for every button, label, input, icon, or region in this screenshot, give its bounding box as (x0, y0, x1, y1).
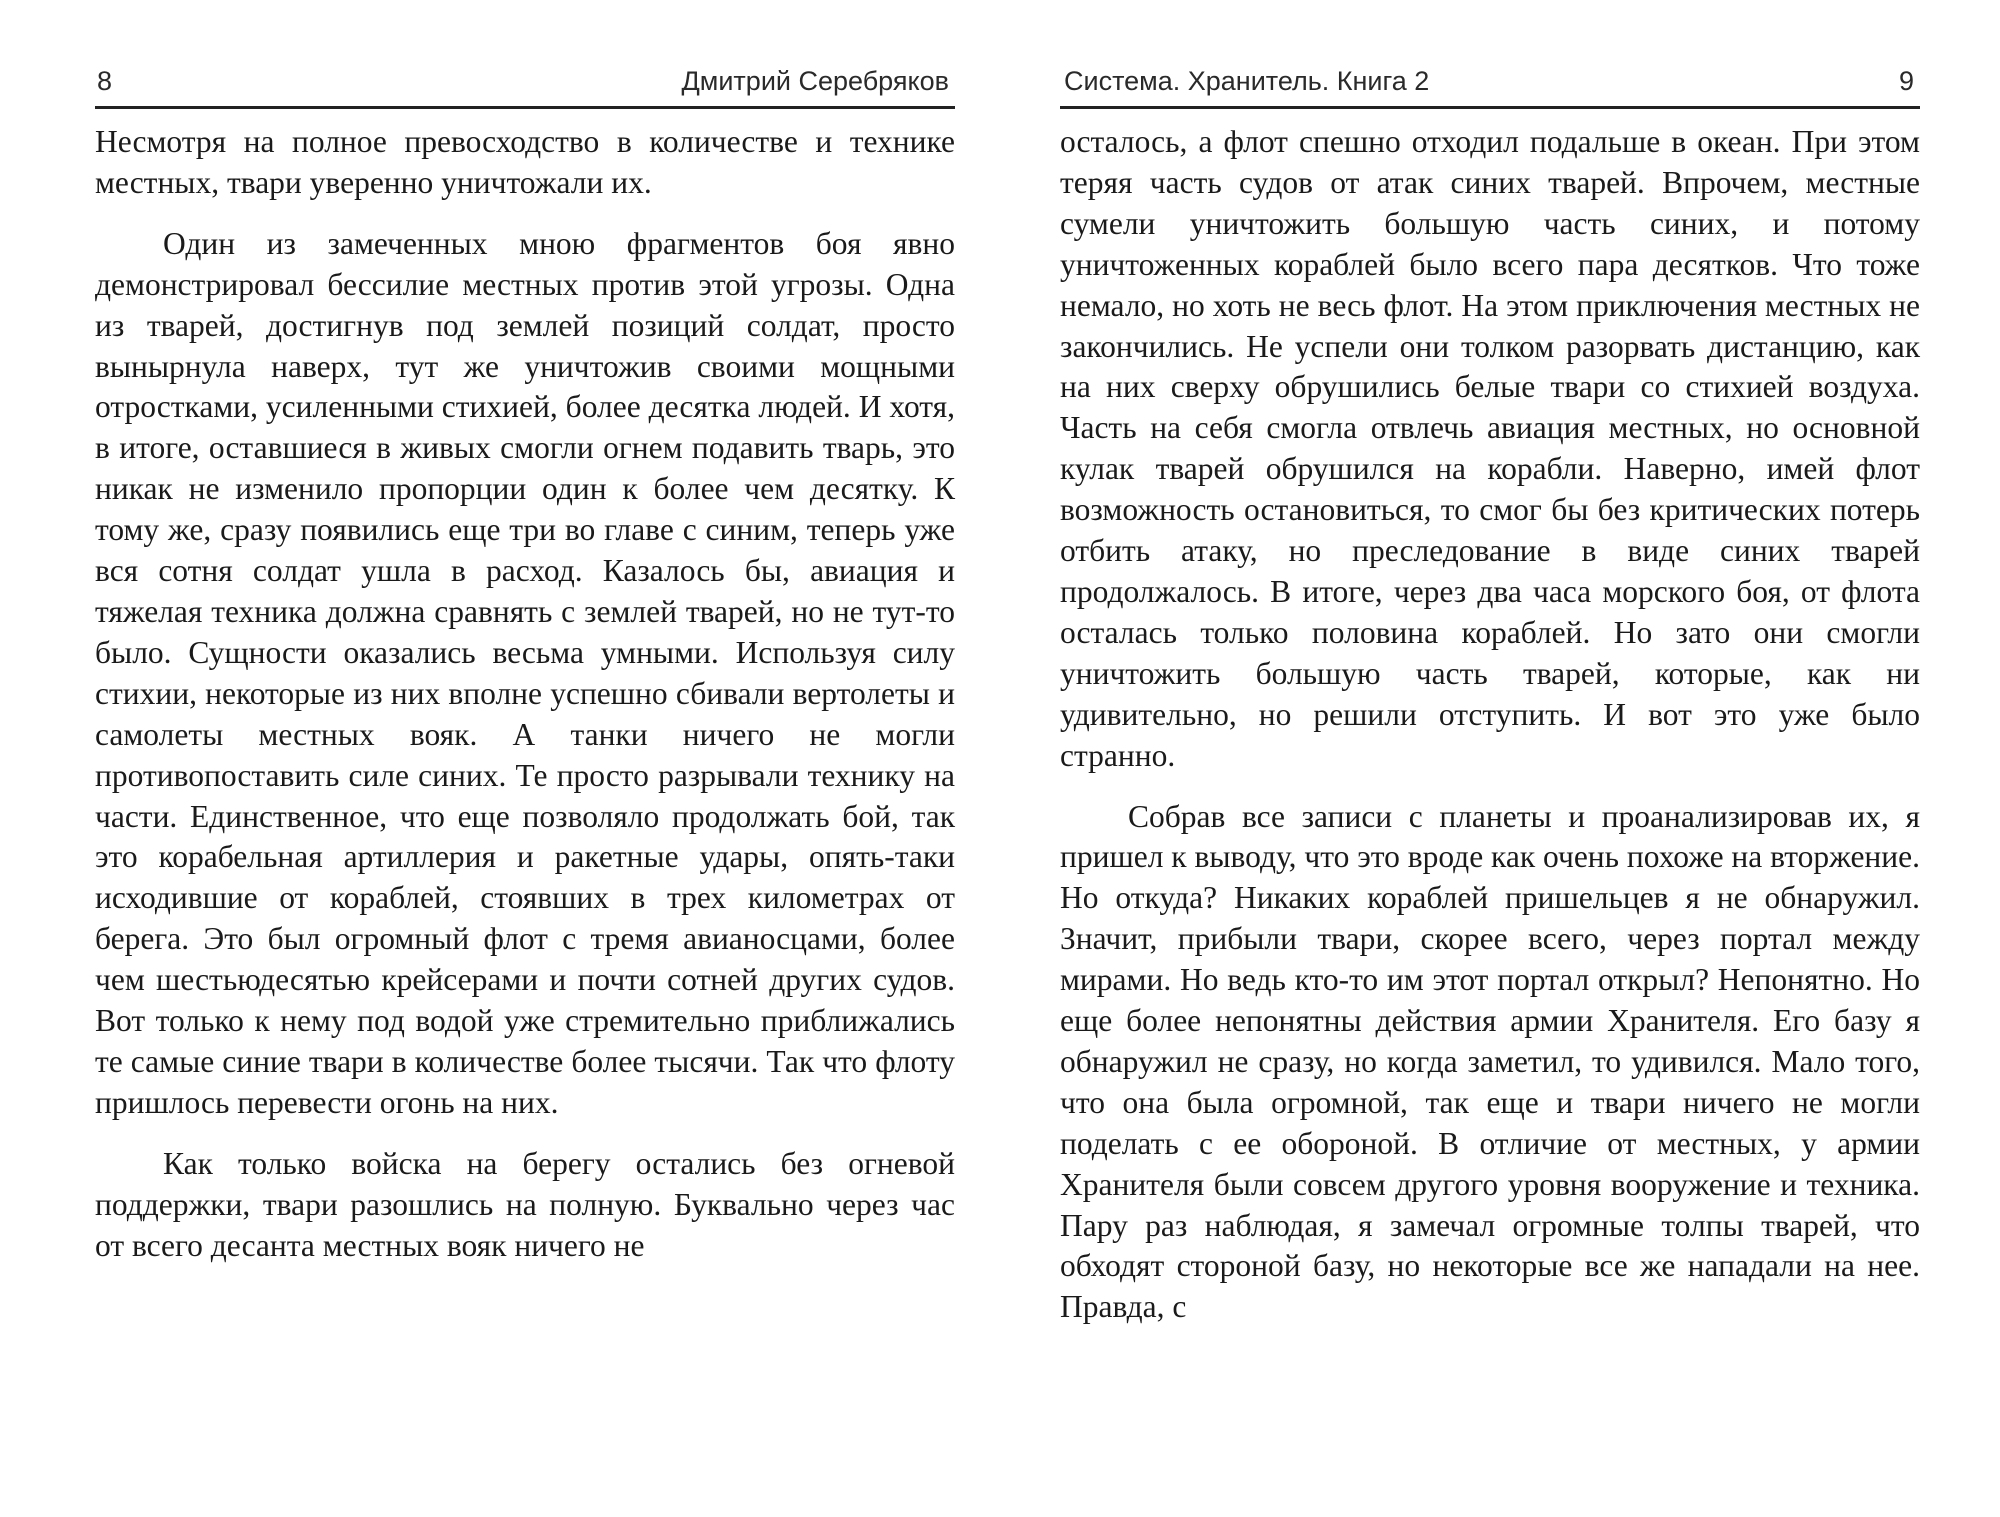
running-head-right (1060, 62, 1920, 109)
paragraph: Один из замеченных мною фрагментов боя явно демонстрировал бессилие местных против этой угрозы. Одна из тварей, достигнув под землей позиций солдат, просто вынырнула наверх, тут же уничтожив своими мощными отростками, усиленными стихией, более десятка людей. И хотя, в итоге, оставшиеся в живых смогли огнем подавить тварь, это никак не изменило пропорции один к более чем десятку. К тому же, сразу появились еще три во главе с синим, теперь уже вся сотня солдат ушла в расход. Казалось бы, авиация и тяжелая техника должна сравнять с землей тварей, но не тут-то было. Сущности оказались весьма умными. Используя силу стихии, некоторые из них вполне успешно сбивали вертолеты и самолеты местных вояк. А танки ничего не могли противопоставить силе синих. Те просто разрывали технику на части. Единственное, что еще позволяло продолжать бой, так это корабельная артиллерия и ракетные удары, опять-таки исходившие от кораблей, стоявших в трех километрах от берега. Это был огромный флот с тремя авианосцами, более чем шестьюдесятью крейсерами и почти сотней других судов. Вот только к нему под водой уже стремительно приближались те самые синие твари в количестве более тысячи. Так что флоту пришлось перевести огонь на них. (95, 225, 955, 1120)
page-number-right: 9 (1898, 66, 1914, 96)
right-page-text (1060, 122, 1920, 1348)
paragraph: Собрав все записи с планеты и проанализировав их, я пришел к выводу, что это вроде как очень похоже на вторжение. Но откуда? Никаких кораблей пришельцев я не обнаружил. Значит, прибыли твари, скорее всего, через портал между мирами. Но ведь кто-то им этот портал открыл? Непонятно. Но еще более непонятны действия армии Хранителя. Его базу я обнаружил не сразу, но когда заметил, то удивился. Мало того, что она была огромной, так еще и твари ничего не могли поделать с ее обороной. В отличие от местных, у армии Хранителя были совсем другого уровня вооружение и техника. Пару раз наблюдая, я замечал огромные толпы тварей, что обходят стороной базу, но некоторые все же нападали на нее. Правда, с (1060, 798, 1920, 1325)
left-page (95, 0, 955, 1517)
paragraph: Как только войска на берегу остались без огневой поддержки, твари разошлись на полную. Буквально через час от всего десанта местных вояк ничего не (95, 1145, 955, 1263)
running-title-book: Система. Хранитель. Книга 2 (1064, 66, 1430, 96)
running-title-author: Дмитрий Серебряков (681, 66, 949, 96)
running-head-left (95, 62, 955, 109)
paragraph: осталось, а флот спешно отходил подальше в океан. При этом теряя часть судов от атак синих тварей. Впрочем, местные сумели уничтожить большую часть синих, и потому уничтоженных кораблей было всего пара десятков. Что тоже немало, но хоть не весь флот. На этом приключения местных не закончились. Не успели они толком разорвать дистанцию, как на них сверху обрушились белые твари со стихией воздуха. Часть на себя смогла отвлечь авиация местных, но основной кулак тварей обрушился на корабли. Наверно, имей флот возможность остановиться, то смог бы без критических потерь отбить атаку, но преследование в виде синих тварей продолжалось. В итоге, через два часа морского боя, от флота осталась только половина кораблей. Но зато они смогли уничтожить большую часть тварей, которые, как ни удивительно, но решили отступить. И вот это уже было странно. (1060, 124, 1920, 773)
left-page-text (95, 122, 955, 1286)
right-page (1060, 0, 1920, 1517)
page-number-left: 8 (97, 66, 113, 96)
paragraph: Несмотря на полное превосходство в количестве и технике местных, твари уверенно уничтожали их. (95, 124, 955, 200)
